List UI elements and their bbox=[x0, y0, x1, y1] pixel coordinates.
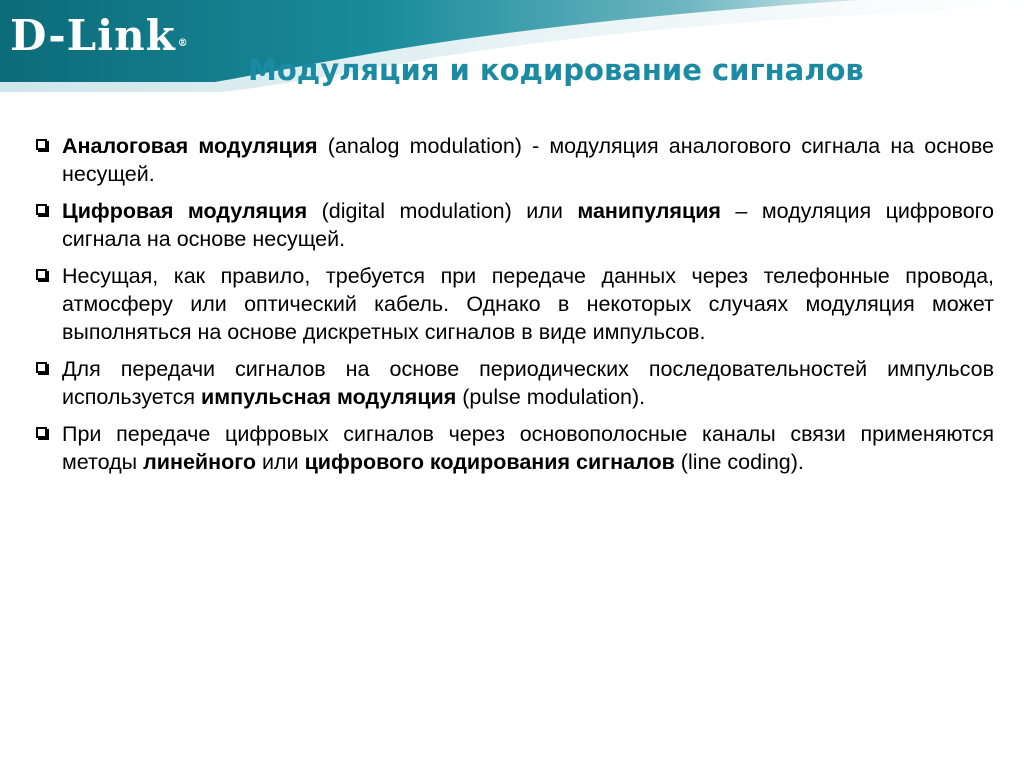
bullet-run: Несущая, как правило, требуется при передаче данных через телефонные провода, атмосферу или оптический кабель. Однако в некоторых случаях модуляция может выполняться на основе дискретных сигналов в виде импульсов. bbox=[62, 264, 994, 344]
bullet-item bbox=[36, 132, 994, 188]
bullet-term: Аналоговая модуляция bbox=[62, 134, 318, 158]
bullet-term: манипуляция bbox=[577, 199, 721, 223]
logo-text: D-Link bbox=[10, 11, 176, 60]
bullet-text bbox=[62, 420, 994, 476]
bullet-run: (pulse modulation). bbox=[456, 385, 646, 409]
registered-mark: ® bbox=[177, 38, 189, 49]
bullet-run: При передаче цифровых сигналов через основополосные каналы связи применяются методы bbox=[62, 422, 994, 474]
bullet-run: – модуляция цифрового сигнала на основе несущей. bbox=[62, 199, 994, 251]
bullet-list bbox=[36, 132, 994, 485]
bullet-item bbox=[36, 197, 994, 253]
bullet-term: цифрового кодирования сигналов bbox=[304, 450, 675, 474]
bullet-item bbox=[36, 262, 994, 346]
bullet-item bbox=[36, 420, 994, 476]
bullet-run: (line coding). bbox=[674, 450, 804, 474]
bullet-text bbox=[62, 262, 994, 346]
bullet-run: (analog modulation) - модуляция аналогового сигнала на основе несущей. bbox=[62, 134, 994, 186]
bullet-text bbox=[62, 355, 994, 411]
d-link-logo bbox=[10, 8, 189, 64]
bullet-term: импульсная модуляция bbox=[200, 385, 457, 409]
bullet-item bbox=[36, 355, 994, 411]
bullet-run: или bbox=[256, 450, 305, 474]
checkbox-bullet-icon bbox=[36, 269, 47, 280]
bullet-text bbox=[62, 197, 994, 253]
bullet-run: Для передачи сигналов на основе периодических последовательностей импульсов используется bbox=[62, 357, 994, 409]
bullet-term: линейного bbox=[143, 450, 257, 474]
bullet-term: Цифровая модуляция bbox=[62, 199, 308, 223]
bullet-text bbox=[62, 132, 994, 188]
checkbox-bullet-icon bbox=[36, 362, 47, 373]
slide-title: Модуляция и кодирование сигналов bbox=[248, 53, 864, 87]
bullet-run: (digital modulation) или bbox=[307, 199, 578, 223]
checkbox-bullet-icon bbox=[36, 204, 47, 215]
checkbox-bullet-icon bbox=[36, 139, 47, 150]
checkbox-bullet-icon bbox=[36, 427, 47, 438]
